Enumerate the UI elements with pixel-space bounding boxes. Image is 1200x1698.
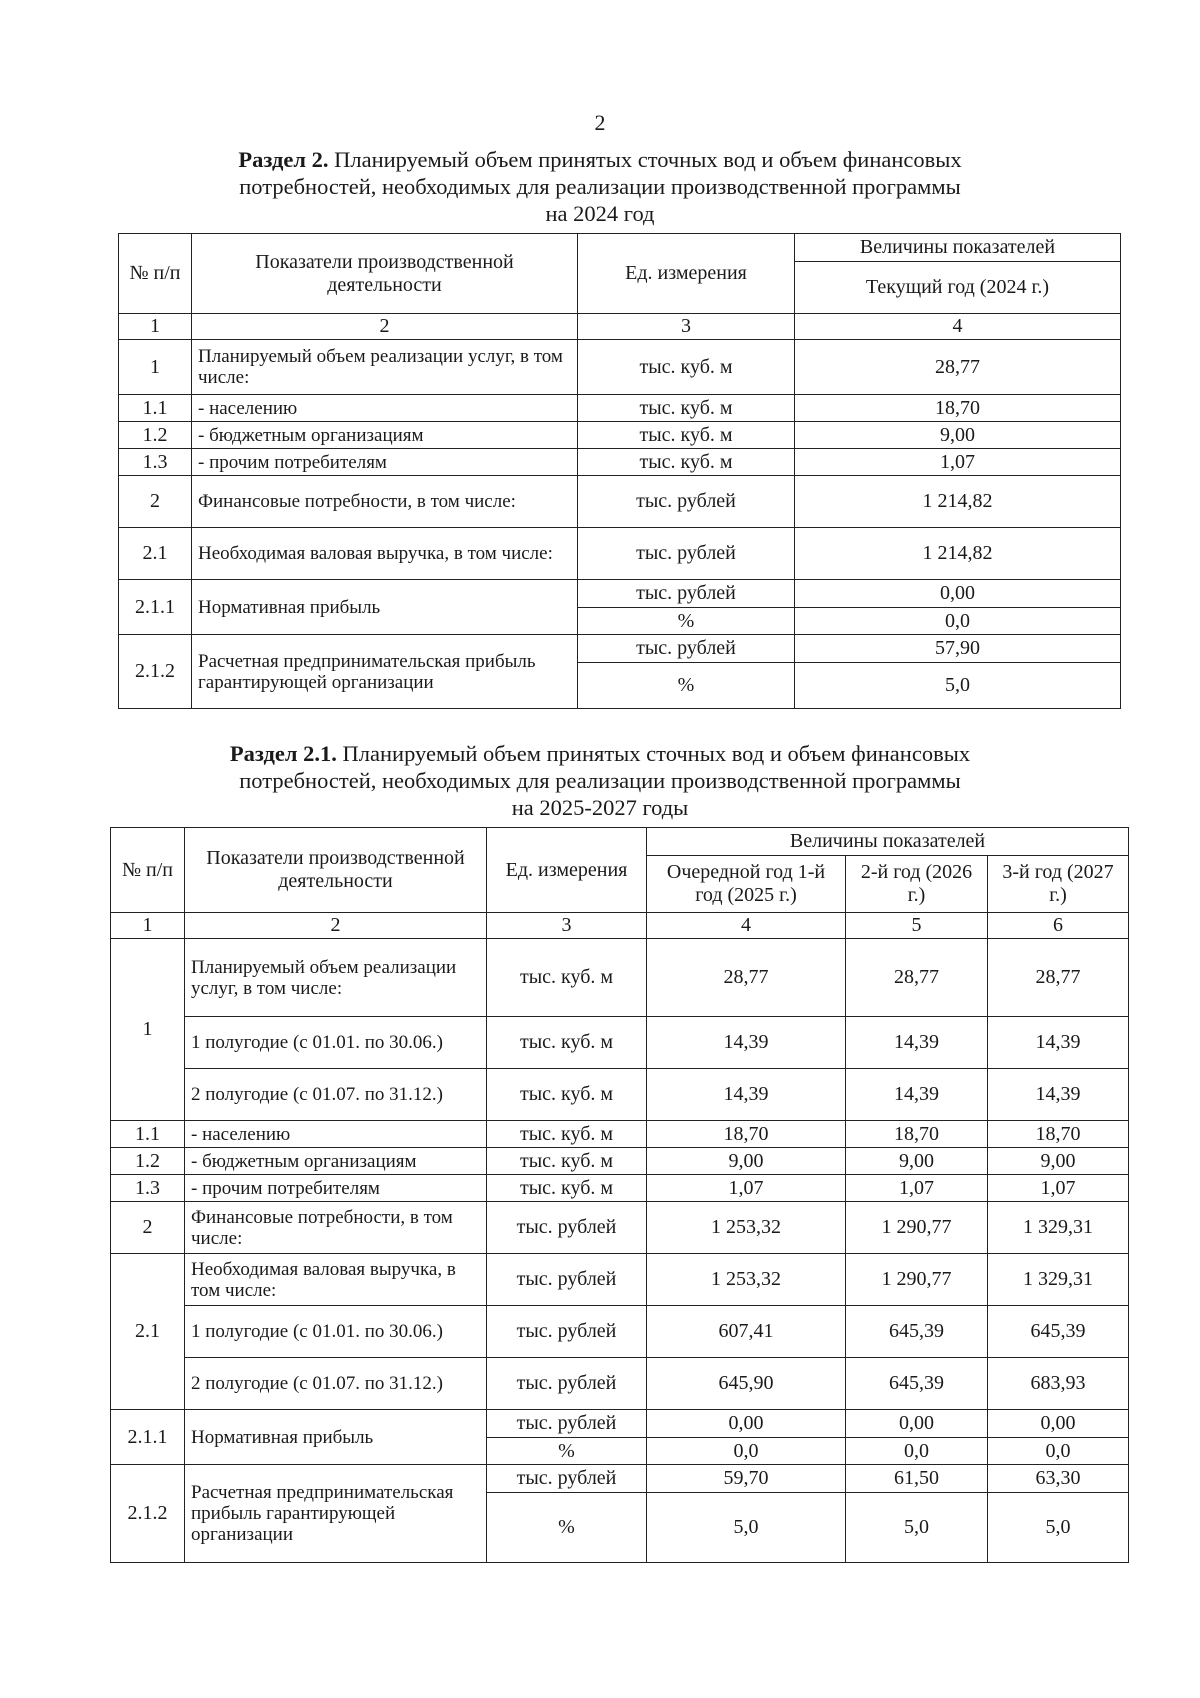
row-value: 9,00 [846,1148,988,1175]
row-unit: тыс. куб. м [487,1069,647,1121]
header-year-1: Очередной год 1-й год (2025 г.) [647,856,846,913]
row-value: 1 290,77 [846,1254,988,1306]
row-name: Расчетная предпринимательская прибыль гарантирующей организации [185,1465,487,1563]
row-value: 1 290,77 [846,1202,988,1254]
header-values: Величины показателей [795,234,1121,262]
row-num: 2.1 [111,1254,185,1410]
section2-title-text: Планируемый объем принятых сточных вод и объем финансовых [342,741,971,766]
row-unit: тыс. куб. м [578,422,795,449]
col-number: 4 [795,314,1121,340]
col-number: 3 [578,314,795,340]
row-num: 1.2 [111,1148,185,1175]
row-value: 1 329,31 [988,1254,1129,1306]
row-unit: % [487,1438,647,1465]
table-row [111,1148,1129,1175]
header-unit: Ед. измерения [487,828,647,913]
row-value: 607,41 [647,1306,846,1358]
row-unit: тыс. куб. м [487,939,647,1017]
row-unit: тыс. куб. м [487,1017,647,1069]
col-number: 6 [988,913,1129,939]
table-row [119,635,1121,663]
row-value: 645,39 [846,1306,988,1358]
header-unit: Ед. измерения [578,234,795,314]
row-value: 5,0 [647,1493,846,1563]
row-value: 18,70 [795,395,1121,422]
row-value: 683,93 [988,1358,1129,1410]
row-unit: % [578,663,795,709]
row-name: Необходимая валовая выручка, в том числе: [185,1254,487,1306]
row-value: 0,0 [795,608,1121,635]
row-num: 1 [111,939,185,1121]
row-num: 2.1.1 [119,580,192,635]
row-value: 1,07 [647,1175,846,1202]
row-name: - населению [185,1121,487,1148]
table-row [119,449,1121,476]
header-num: № п/п [111,828,185,913]
row-name: Финансовые потребности, в том числе: [192,476,578,528]
row-name: 1 полугодие (с 01.01. по 30.06.) [185,1017,487,1069]
row-value: 0,0 [846,1438,988,1465]
row-value: 28,77 [988,939,1129,1017]
row-name: Планируемый объем реализации услуг, в том числе: [185,939,487,1017]
row-value: 0,00 [795,580,1121,608]
row-num: 1.3 [111,1175,185,1202]
row-unit: тыс. рублей [578,476,795,528]
row-value: 18,70 [988,1121,1129,1148]
col-number: 5 [846,913,988,939]
row-num: 2 [119,476,192,528]
col-number: 2 [185,913,487,939]
row-unit: тыс. куб. м [487,1121,647,1148]
table-row [119,476,1121,528]
table-row [111,1410,1129,1438]
row-unit: тыс. рублей [487,1306,647,1358]
row-value: 28,77 [647,939,846,1017]
section2-title-line-3: на 2025-2027 годы [511,795,689,820]
table-row [111,1121,1129,1148]
section2-title-line-1 [0,740,1200,767]
section1-title-bold: Раздел 2. [238,147,329,172]
row-unit: тыс. рублей [487,1254,647,1306]
row-unit: тыс. рублей [487,1465,647,1493]
row-unit: тыс. рублей [487,1202,647,1254]
row-name: Планируемый объем реализации услуг, в том числе: [192,340,578,395]
row-value: 1 214,82 [795,528,1121,580]
row-value: 14,39 [647,1069,846,1121]
row-num: 2.1.2 [119,635,192,709]
row-value: 0,0 [988,1438,1129,1465]
row-value: 9,00 [988,1148,1129,1175]
row-name: Необходимая валовая выручка, в том числе: [192,528,578,580]
row-name: Нормативная прибыль [185,1410,487,1465]
section1-title-line-3: на 2024 год [545,201,655,226]
row-unit: % [487,1493,647,1563]
table-row [111,1358,1129,1410]
row-value: 1 253,32 [647,1254,846,1306]
row-name: - бюджетным организациям [185,1148,487,1175]
section2-title-bold: Раздел 2.1. [229,741,337,766]
section1-title-line-2: потребностей, необходимых для реализации производственной программы [239,174,961,199]
row-name: 2 полугодие (с 01.07. по 31.12.) [185,1069,487,1121]
table-row [111,939,1129,1017]
col-number: 3 [487,913,647,939]
row-value: 18,70 [647,1121,846,1148]
table-row [119,528,1121,580]
row-value: 63,30 [988,1465,1129,1493]
row-value: 9,00 [647,1148,846,1175]
row-num: 2.1.2 [111,1465,185,1563]
row-unit: тыс. рублей [578,635,795,663]
section1-title-text: Планируемый объем принятых сточных вод и объем финансовых [334,147,962,172]
row-value: 57,90 [795,635,1121,663]
row-num: 1.3 [119,449,192,476]
col-number: 1 [111,913,185,939]
table-row [119,395,1121,422]
row-value: 14,39 [988,1017,1129,1069]
row-value: 0,00 [988,1410,1129,1438]
row-value: 1,07 [846,1175,988,1202]
row-unit: тыс. куб. м [487,1148,647,1175]
table-row [111,1306,1129,1358]
table-row [111,1069,1129,1121]
row-value: 1 214,82 [795,476,1121,528]
header-indicator: Показатели производственной деятельности [192,234,578,314]
header-current-year: Текущий год (2024 г.) [795,262,1121,314]
page-number: 2 [594,110,606,135]
row-value: 61,50 [846,1465,988,1493]
row-unit: тыс. рублей [578,528,795,580]
row-value: 1,07 [988,1175,1129,1202]
row-unit: тыс. куб. м [578,449,795,476]
section1-title-line-1 [0,146,1200,173]
section2-table [110,827,1129,1563]
col-number: 2 [192,314,578,340]
row-value: 18,70 [846,1121,988,1148]
row-name: - бюджетным организациям [192,422,578,449]
header-year-2: 2-й год (2026 г.) [846,856,988,913]
row-num: 2 [111,1202,185,1254]
row-value: 9,00 [795,422,1121,449]
table-row [111,1254,1129,1306]
row-value: 645,39 [988,1306,1129,1358]
table-row [111,1465,1129,1493]
col-number: 4 [647,913,846,939]
row-unit: % [578,608,795,635]
row-name: - прочим потребителям [185,1175,487,1202]
row-name: - прочим потребителям [192,449,578,476]
row-value: 645,39 [846,1358,988,1410]
row-value: 59,70 [647,1465,846,1493]
table-row [119,580,1121,608]
table-row [111,1202,1129,1254]
section2-title-line-2: потребностей, необходимых для реализации производственной программы [239,768,961,793]
table-row [111,1017,1129,1069]
row-value: 14,39 [846,1017,988,1069]
row-num: 1.2 [119,422,192,449]
row-value: 14,39 [988,1069,1129,1121]
row-value: 14,39 [846,1069,988,1121]
row-value: 0,00 [846,1410,988,1438]
row-unit: тыс. куб. м [487,1175,647,1202]
row-num: 1.1 [119,395,192,422]
header-indicator: Показатели производственной деятельности [185,828,487,913]
row-name: Расчетная предпринимательская прибыль гарантирующей организации [192,635,578,709]
row-name: Нормативная прибыль [192,580,578,635]
row-name: 1 полугодие (с 01.01. по 30.06.) [185,1306,487,1358]
row-unit: тыс. рублей [578,580,795,608]
row-num: 1 [119,340,192,395]
header-values: Величины показателей [647,828,1129,856]
table-row [119,422,1121,449]
header-num: № п/п [119,234,192,314]
row-unit: тыс. рублей [487,1358,647,1410]
row-value: 14,39 [647,1017,846,1069]
row-num: 2.1.1 [111,1410,185,1465]
row-value: 5,0 [795,663,1121,709]
row-num: 1.1 [111,1121,185,1148]
row-name: 2 полугодие (с 01.07. по 31.12.) [185,1358,487,1410]
row-unit: тыс. куб. м [578,340,795,395]
row-value: 28,77 [846,939,988,1017]
row-value: 1 253,32 [647,1202,846,1254]
row-value: 1 329,31 [988,1202,1129,1254]
row-value: 5,0 [846,1493,988,1563]
row-unit: тыс. куб. м [578,395,795,422]
row-num: 2.1 [119,528,192,580]
row-value: 1,07 [795,449,1121,476]
row-value: 0,0 [647,1438,846,1465]
section1-table [118,233,1121,709]
row-name: Финансовые потребности, в том числе: [185,1202,487,1254]
row-value: 0,00 [647,1410,846,1438]
table-row [111,1175,1129,1202]
row-unit: тыс. рублей [487,1410,647,1438]
row-value: 645,90 [647,1358,846,1410]
table-row [119,340,1121,395]
header-year-3: 3-й год (2027 г.) [988,856,1129,913]
row-value: 28,77 [795,340,1121,395]
col-number: 1 [119,314,192,340]
row-name: - населению [192,395,578,422]
row-value: 5,0 [988,1493,1129,1563]
